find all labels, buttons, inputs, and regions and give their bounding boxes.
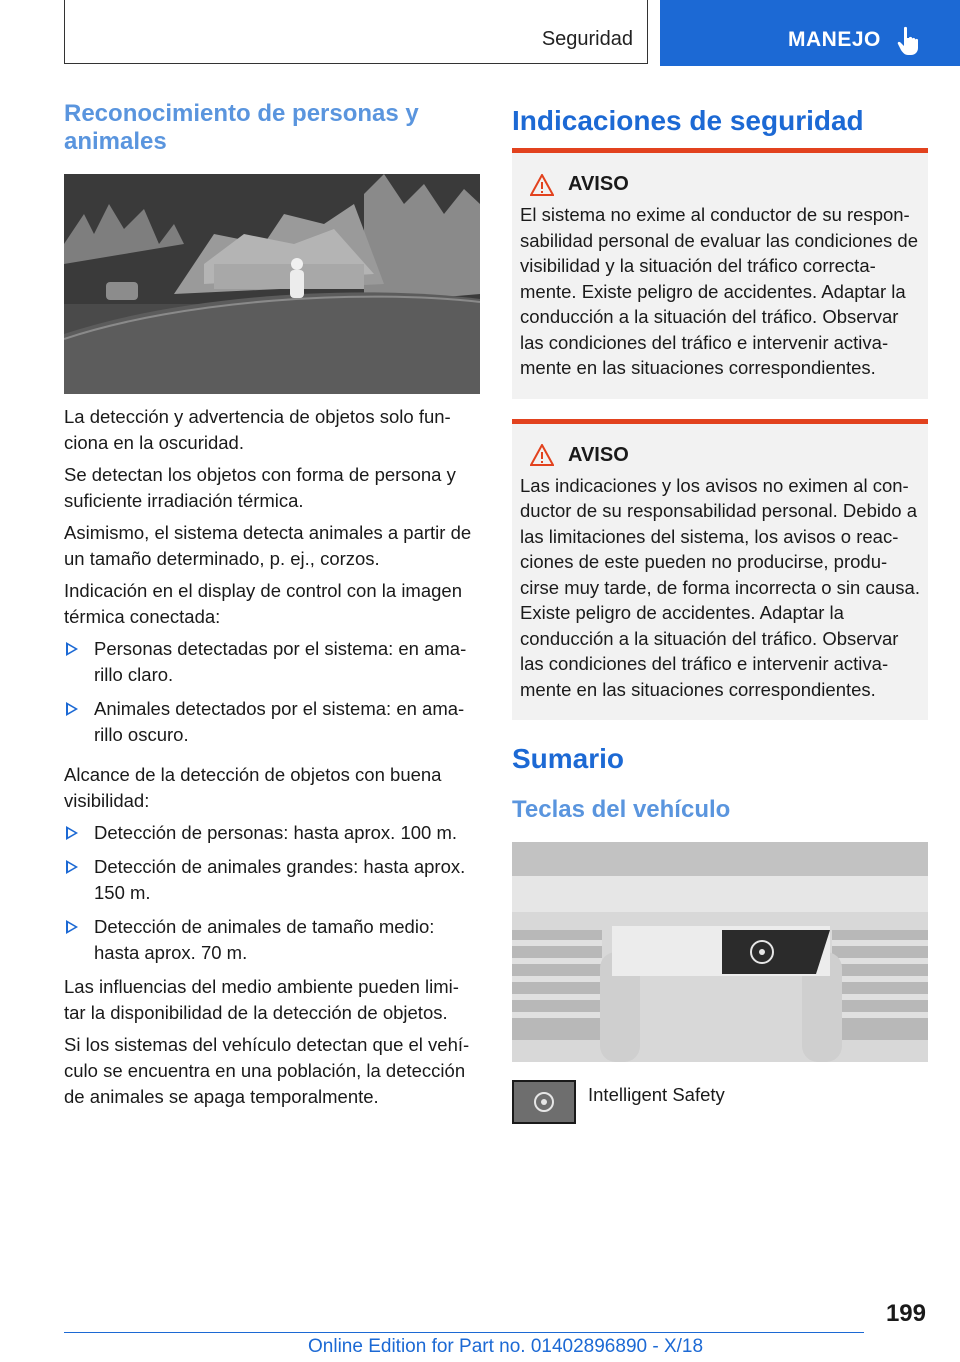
heading-recognition: Reconocimiento de personas y animales bbox=[64, 100, 419, 155]
list-item: Detección de animales grandes: hasta aprox. 150 m. bbox=[64, 854, 480, 906]
list-item: Detección de personas: hasta aprox. 100 m. bbox=[64, 820, 480, 846]
paragraph-3: Asimismo, el sistema detecta animales a partir de un tamaño determinado, p. ej., corzos. bbox=[64, 522, 472, 569]
paragraph-1: La detección y advertencia de objetos solo fun-ciona en la oscuridad. bbox=[64, 406, 451, 453]
list-item: Personas detectadas por el sistema: en ama-rillo claro. bbox=[64, 636, 480, 688]
heading-safety: Indicaciones de seguridad bbox=[512, 105, 864, 136]
warning-box-1 bbox=[512, 148, 928, 399]
warning-text: El sistema no exime al conductor de su respon-sabilidad personal de evaluar las condiciones de visibilidad y la situación del tráfico correcta-mente. Existe peligro de accidentes. Adaptar la conducción a la situación del tráfico. Observar las condiciones del tráfico e intervenir activa-mente en las situaciones correspondientes. bbox=[520, 204, 919, 378]
heading-summary: Sumario bbox=[512, 743, 625, 774]
key-label: Intelligent Safety bbox=[588, 1084, 725, 1105]
key-legend-row bbox=[512, 1080, 928, 1124]
triangle-bullet-icon bbox=[66, 642, 78, 656]
list-item: Animales detectados por el sistema: en ama-rillo oscuro. bbox=[64, 696, 480, 748]
warning-title: AVISO bbox=[568, 173, 629, 195]
triangle-bullet-icon bbox=[66, 860, 78, 874]
header-left-box bbox=[64, 0, 648, 64]
paragraph-6: Las influencias del medio ambiente pueden limi-tar la disponibilidad de la detección de objetos. bbox=[64, 976, 459, 1023]
triangle-bullet-icon bbox=[66, 826, 78, 840]
warning-triangle-icon bbox=[530, 174, 554, 196]
heading-vehicle-keys: Teclas del vehículo bbox=[512, 796, 731, 823]
range-list bbox=[64, 820, 480, 966]
list-item: Detección de animales de tamaño medio: hasta aprox. 70 m. bbox=[64, 914, 480, 966]
paragraph-5: Alcance de la detección de objetos con buena visibilidad: bbox=[64, 764, 442, 811]
warning-text: Las indicaciones y los avisos no eximen al con-ductor de su responsabilidad personal. Debido a las limitaciones del sistema, los avisos o reac-ciones de este pueden no producirse, produ-cirse muy tarde, de forma incorrecta o sin causa. Existe peligro de accidentes. Adaptar la conducción a la situación del tráfico. Observar las condiciones del tráfico e intervenir activa-mente en las situaciones correspondientes. bbox=[520, 474, 920, 700]
pointing-hand-icon bbox=[896, 26, 922, 56]
paragraph-4: Indicación en el display de control con la imagen térmica conectada: bbox=[64, 580, 462, 627]
right-column bbox=[512, 100, 928, 1124]
triangle-bullet-icon bbox=[66, 702, 78, 716]
display-list bbox=[64, 636, 480, 748]
page-number: 199 bbox=[885, 1300, 926, 1327]
intelligent-safety-button-icon bbox=[512, 1080, 576, 1124]
tab-label: MANEJO bbox=[788, 28, 881, 51]
left-column bbox=[64, 100, 480, 1116]
warning-title: AVISO bbox=[568, 443, 629, 466]
warning-triangle-icon bbox=[530, 444, 554, 466]
night-vision-photo bbox=[64, 174, 480, 394]
vehicle-keys-photo bbox=[512, 842, 928, 1062]
warning-box-2 bbox=[512, 419, 928, 721]
footer-edition: Online Edition for Part no. 01402896890 - X/18 bbox=[308, 1336, 704, 1357]
paragraph-2: Se detectan los objetos con forma de persona y suficiente irradiación térmica. bbox=[64, 464, 456, 511]
section-title: Seguridad bbox=[541, 28, 633, 50]
triangle-bullet-icon bbox=[66, 920, 78, 934]
paragraph-7: Si los sistemas del vehículo detectan que el vehí-culo se encuentra en una población, la detección de animales se apaga temporalmente. bbox=[64, 1034, 470, 1107]
footer-divider bbox=[64, 1332, 864, 1333]
